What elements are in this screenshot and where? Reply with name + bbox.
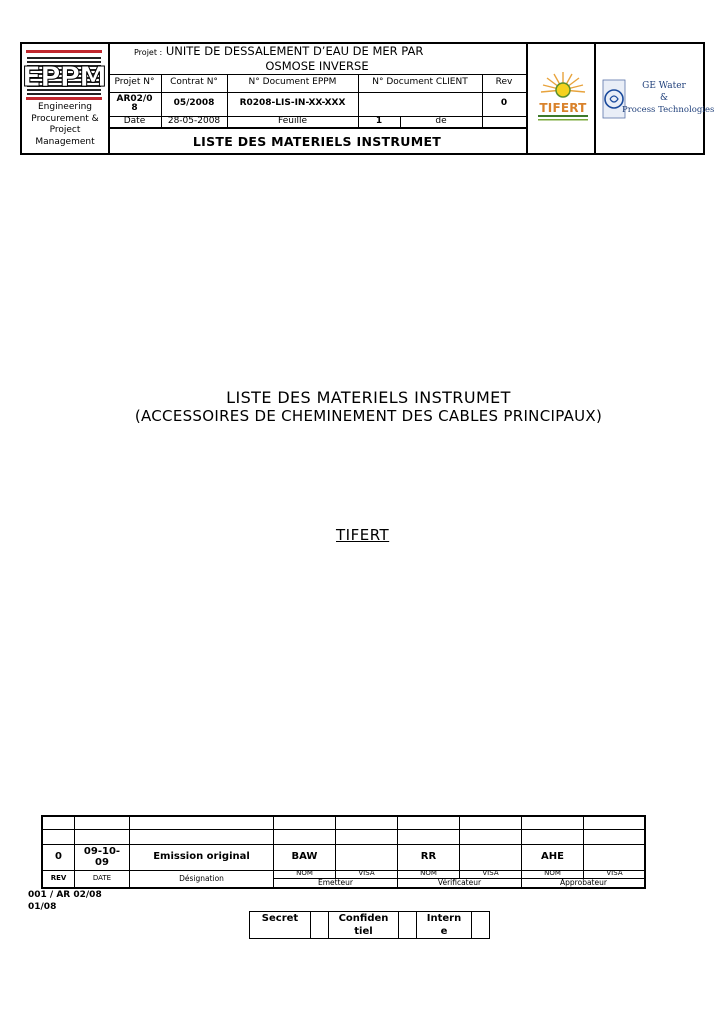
divider xyxy=(526,42,528,155)
h-visa: VISA xyxy=(358,869,375,878)
company-line: Project xyxy=(49,125,81,135)
h-approbateur: Approbateur xyxy=(560,878,607,888)
ge-text-line: & xyxy=(659,93,668,103)
feuille-value: 1 xyxy=(375,115,383,126)
box-border xyxy=(398,911,399,939)
date-cell xyxy=(75,845,129,870)
company-line: Management xyxy=(35,136,95,147)
box-border xyxy=(310,911,311,939)
col-doc-client: N° Document CLIENT xyxy=(372,77,468,88)
ge-text xyxy=(622,80,715,116)
emetteur-nom-cell: BAW xyxy=(291,851,318,863)
box-border xyxy=(489,911,490,939)
date-value: 28-05-2008 xyxy=(167,115,221,126)
company-line: Engineering xyxy=(38,102,92,112)
val-doc-eppm: R0208-LIS-IN-XX-XXX xyxy=(239,98,346,109)
table-border xyxy=(41,887,646,889)
eppm-logo-text: EPPM xyxy=(21,59,107,93)
confidentiel-line: Confiden xyxy=(338,913,389,924)
col-projet: Projet N° xyxy=(114,77,155,88)
confidentiel-line: tiel xyxy=(354,926,373,937)
designation-cell: Emission original xyxy=(153,851,250,863)
h-date: DATE xyxy=(92,874,112,883)
box-border xyxy=(471,911,472,939)
interne-label xyxy=(417,912,471,938)
rev-cell: 0 xyxy=(55,851,62,863)
col-rev: Rev xyxy=(495,77,513,88)
main-title: LISTE DES MATERIELS INSTRUMET xyxy=(226,388,511,407)
footer-ref xyxy=(28,889,102,913)
approb-nom-cell: AHE xyxy=(541,851,564,863)
table-border xyxy=(41,815,646,817)
col-doc-eppm: N° Document EPPM xyxy=(248,77,337,88)
col-contrat: Contrat N° xyxy=(170,77,218,88)
client-name: TIFERT xyxy=(336,526,390,544)
h-nom: NOM xyxy=(544,869,561,878)
logo-red-bar xyxy=(26,50,102,53)
eppm-logo xyxy=(21,57,107,95)
date-cell-line: 09-10- xyxy=(83,846,121,857)
sun-icon xyxy=(532,68,594,126)
table-border xyxy=(41,829,646,830)
val-projet-line: AR02/0 xyxy=(116,93,153,104)
verif-nom-cell: RR xyxy=(420,851,437,863)
interne-line: Intern xyxy=(426,913,462,924)
feuille-label: Feuille xyxy=(278,115,307,126)
interne-line: e xyxy=(440,926,448,937)
tifert-logo-text: TIFERT xyxy=(539,101,587,115)
project-prefix: Projet : xyxy=(134,48,163,57)
val-contrat: 05/2008 xyxy=(173,98,215,109)
h-designation: Désignation xyxy=(179,874,224,884)
val-rev: 0 xyxy=(500,98,508,109)
h-nom: NOM xyxy=(296,869,313,878)
val-doc-client xyxy=(358,92,482,116)
h-rev: REV xyxy=(50,874,67,883)
project-title-line1: UNITE DE DESSALEMENT D’EAU DE MER PAR xyxy=(165,44,424,58)
footer-ref-line: 01/08 xyxy=(28,902,57,912)
val-projet xyxy=(108,92,161,116)
project-title xyxy=(134,44,524,60)
footer-ref-line: 001 / AR 02/08 xyxy=(28,890,102,900)
company-line: Procurement & xyxy=(31,113,99,124)
box-border xyxy=(249,938,490,939)
date-label: Date xyxy=(123,115,146,126)
h-visa: VISA xyxy=(482,869,499,878)
h-emetteur: Emetteur xyxy=(318,878,353,888)
confidentiel-label xyxy=(329,912,398,938)
h-nom: NOM xyxy=(420,869,437,878)
secret-label: Secret xyxy=(261,913,299,924)
h-visa: VISA xyxy=(606,869,623,878)
tifert-logo xyxy=(532,68,594,126)
subtitle: (ACCESSOIRES DE CHEMINEMENT DES CABLES PRINCIPAUX) xyxy=(134,407,603,425)
ge-text-line: Process Technologies xyxy=(622,105,715,115)
divider xyxy=(594,42,596,155)
logo-red-bar xyxy=(26,97,102,100)
val-projet-line: 8 xyxy=(131,103,138,113)
ge-text-line: GE Water xyxy=(642,81,686,91)
h-verificateur: Vérificateur xyxy=(437,878,482,888)
date-cell-line: 09 xyxy=(95,856,109,868)
de-label: de xyxy=(435,115,447,126)
project-title-line2: OSMOSE INVERSE xyxy=(265,59,369,73)
company-name xyxy=(22,102,108,148)
doc-title: LISTE DES MATERIELS INSTRUMET xyxy=(192,133,442,149)
